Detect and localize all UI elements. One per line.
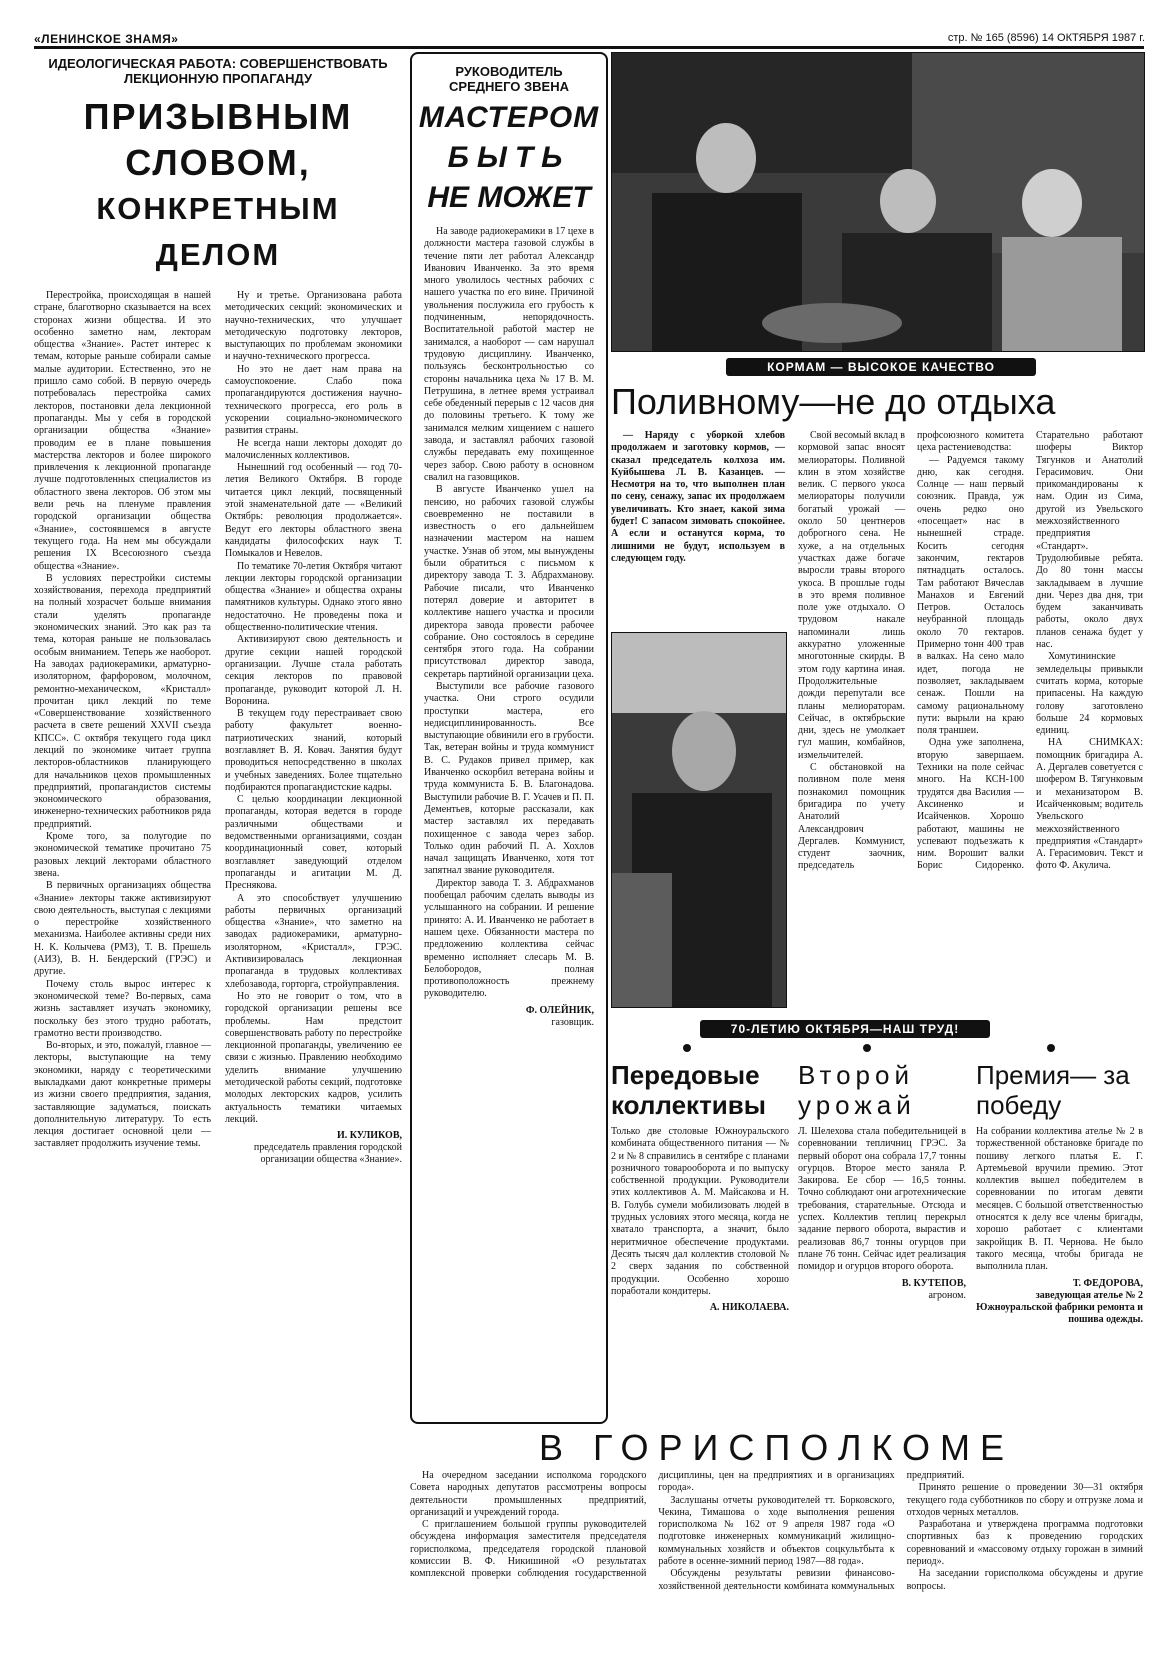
foreman-signature-name: Ф. ОЛЕЙНИК, [525,1004,594,1016]
newspaper-name: «ЛЕНИНСКОЕ ЗНАМЯ» [34,32,179,46]
lecture-signature [225,1130,402,1166]
lecture-paragraph: Почему столь вырос интерес к экономической теме? Во-первых, сама жизнь заставляет изучать экономику, поскольку без этого трудно работать, грамотно вести производство. [34,978,211,1039]
news-item-signature-name: В. КУТЕПОВ, [901,1277,966,1289]
forage-paragraph: — Радуемся такому дню, как сегодня. Солнце — наш первый союзник. Правда, уж очень редко оно «посещает» нас в нынешней страде. Косить сегодня закончим, гектаров пятнадцать осталось. Там работают Вячеслав Манахов и Евгений Петров. Осталось неубранной площадь около 70 гектаров. Примерно тонн 400 трав в валках. На сено мало идет, погода не позволяет, закладываем сенаж. Пошли на самому рациональному пути: вырыли на краю поля траншеи. [917,454,1024,737]
foreman-signature [424,1005,594,1029]
lecture-signature-role: председатель правления городской организации общества «Знание». [253,1142,402,1166]
anniversary-banner: 70-ЛЕТИЮ ОКТЯБРЯ—НАШ ТРУД! [700,1020,990,1038]
lecture-article [34,54,402,1654]
lecture-paragraph: Кроме того, за полугодие по экономической тематике прочитано 75 разовых лекций лекторами областного звена. [34,831,211,879]
bullet-dot [683,1044,691,1052]
forage-intro [611,430,785,632]
forage-headline: Поливному—не до отдыха [611,381,1056,422]
lecture-paragraph: Но это не дает нам права на самоуспокоение. Слабо пока пропагандируются достижения научно-технического прогресса, его роль в ускорении социально-экономического развития страны. [225,363,402,437]
forage-banner: КОРМАМ — ВЫСОКОЕ КАЧЕСТВО [726,358,1036,376]
lecture-paragraph: Не всегда наши лекторы доходят до малочисленных коллективов. [225,437,402,461]
header-rule [34,46,1144,49]
news-item-signature-role: агроном. [928,1289,966,1301]
gorispolkom-paragraph: Заслушаны отчеты руководителей тт. Борковского, Чекина, Тимашова о ходе выполнения решения горисполкома № 162 от 9 апреля 1987 года «О подготовке инженерных коммуникаций жилищно-коммунальных хозяйств и объектов соцкультбыта к работе в осенне-зимний период 1987—88 года». [658,1494,895,1568]
lecture-paragraph: Но это не говорит о том, что в городской организации решены все проблемы. Нам предстоит совершенствовать работу по перестройке лекционной пропаганды, увеличению ее связи с жизнью. Правлению необходимо уделить внимание улучшению методической работы секций, подготовке молодых лекторских кадров, усилить актуальность тематики читаемых лекций. [225,990,402,1125]
photo-driver [611,632,787,1008]
news-item-signature [798,1278,966,1302]
forage-paragraph: Хомутининские земледельцы привыкли считать корма, которые припасены. На каждую голову заготовлено больше 24 кормовых единиц. [1036,651,1143,737]
lecture-kicker: ИДЕОЛОГИЧЕСКАЯ РАБОТА: СОВЕРШЕНСТВОВАТЬ ЛЕКЦИОННУЮ ПРОПАГАНДУ [48,56,388,86]
foreman-headline-line2: БЫТЬ [447,141,571,174]
lecture-paragraph: С целью координации лекционной пропаганды, которая ведется в городе различными обществами и ведомственными организациями, создан координационный совет, который возглавляет заведующий отделом пропаганды и агитации М. Д. Преснякова. [225,794,402,892]
foreman-kicker: РУКОВОДИТЕЛЬ СРЕДНЕГО ЗВЕНА [449,64,569,94]
issue-line: стр. № 165 (8596) 14 ОКТЯБРЯ 1987 г. [947,32,1145,44]
forage-paragraph: Свой весомый вклад в кормовой запас вносят мелиораторы. Поливной клин в этом хозяйстве велик. С первого укоса мелиораторы получили богатый урожай — около 50 центнеров доброгного сена. Не хуже, а на отдельных участках даже богаче выросли травы второго укоса. В прошлые годы в это время поливное поле уже отдыхало. О трудовом накале напоминали лишь аккуратно уложенные многотонные скирды. В этом году картина иная. Продолжительные дожди перепутали все планы мелиораторам. Сейчас, в октябрьские дни, здесь не умолкает гул машин, комбайнов, измельчителей. [798,430,905,761]
lecture-body [34,290,402,1632]
gorispolkom-headline: В ГОРИСПОЛКОМЕ [538,1428,1015,1468]
lecture-signature-name: И. КУЛИКОВ, [336,1130,402,1142]
news-item-title: Передовые коллективы [611,1060,766,1120]
gorispolkom-paragraph: На заседании горисполкома обсуждены и другие вопросы. [906,1568,1143,1592]
news-item-harvest [798,1060,966,1415]
lecture-paragraph: В первичных организациях общества «Знание» лекторы также активизируют свою деятельность, выступая с лекциями о перестройке хозяйственного механизма. Наиболее активны среди них Н. К. Колычева (РМЗ), Т. В. Прешель (АИЗ), В. Н. Бендерский (ГРЭС) и другие. [34,880,211,978]
photo-three-men [611,52,1145,352]
forage-paragraph: С обстановкой на поливном поле меня познакомил помощник бригадира по учету Анатолий Александрович Дергалев. Коммунист, студент заочник, председатель профсоюзного комитета цеха растениеводства: [798,430,1024,872]
forage-caption: НА СНИМКАХ: помощник бригадира А. А. Дергалев советуется с шофером В. Тягунковым и механизатором В. Исайченковым; водитель Увельского межхозяйственного предприятия «Стандарт» А. Герасимович. Текст и фото Ф. Акулича. [1036,737,1143,872]
lecture-paragraph: Перестройка, происходящая в нашей стране, благотворно сказывается на всех сторонах жизни общества. И это особенно заметно нам, лекторам общества «Знание». Растет интерес к темам, которые раньше собирали самые малые аудитории. Естественно, это не пришло само собой. В первую очередь потребовалась перестройка самих лекторов, постановки дела лекционной пропаганды. Мы у себя в городской организации общества «Знание» проводим ее в плане повышения мастерства лекторов и более широкого привлечения к лекционной пропаганде лучше подготовленных специалистов из областного звена лекторов. Об этом мы вели речь на пленуме правления городской организации общества «Знание», состоявшемся в августе текущего года. На нем мы обсуждали решения IX Всесоюзного съезда общества «Знание». [34,290,211,572]
news-item-collectives [611,1060,789,1415]
lecture-paragraph: Активизируют свою деятельность и другие секции нашей городской организации. Лучше стала работать секция лекторов по правовой пропаганде, руководит которой Л. Н. Воронина. [225,634,402,707]
forage-paragraph: — Наряду с уборкой хлебов продолжаем и заготовку кормов, — сказал председатель колхоза им. Куйбышева Л. В. Казанцев. — Несмотря на то, что выполнен план по сену, сенажу, запас их продолжаем увеличивать. Кто знает, какой зима будет! С запасом зимовать спокойнее. А если и останутся корма, то лишними не будут, используем в следующем году. [611,430,785,564]
lecture-headline-line2: СЛОВОМ, [125,142,311,183]
lecture-paragraph: А это способствует улучшению работы первичных организаций общества «Знание», что заметно на заводах радиокерамики, арматурно-изоляторном, «Кристалл», ГРЭС. Активизировалась лекционная пропаганда в трудовых коллективах хлебозавода, горторга, стройуправления. [225,892,402,990]
lecture-paragraph: В текущем году перестраивает свою работу факультет военно-патриотических знаний, который возглавляет В. Я. Ковач. Занятия будут проводиться непосредственно в школах и учебных заведениях. Более тщательно подбираются пропагандистские кадры. [225,708,402,793]
news-item-signature: А. НИКОЛАЕВА. [709,1302,789,1314]
foreman-signature-role: газовщик. [551,1016,594,1028]
lecture-headline-line1: ПРИЗЫВНЫМ [83,96,353,137]
foreman-body [424,226,594,1386]
foreman-paragraph: Выступили все рабочие газового участка. Они строго осудили проступки мастера, его недисциплинированность. Все выступающие обвинили его в грубости. Так, ветеран войны и труда коммунист В. С. Рудаков привел пример, как Иванченко оскорбил ветерана войны и труда коммуниста Б. В. Благонадова. Выступили рабочие В. Г. Усачев и П. П. Дементьев, которые рассказали, как мастер заставлял их передавать похищенное с завода через забор. Только один рабочий П. А. Хохлов начал защищать Иванченко, хотя тот запятнал звание руководителя. [424,680,594,877]
gorispolkom-body [410,1470,1143,1652]
news-item-signature-name: Т. ФЕДОРОВА, [1072,1277,1143,1289]
lecture-paragraph: В условиях перестройки системы хозяйствования, перехода предприятий на полный хозрасчет больше внимания стали уделять пропаганде экономических знаний. Это как раз та тема, которая раньше не пользовалась особым вниманием. Теперь же наоборот. На заводах радиокерамики, арматурно-изоляторном, фарфоровом, молочном, ремонтно-механическом, «Кристалл» прочитан цикл лекций по теме «Совершенствование хозяйственного расчета в свете решений XXVII съезда КПСС». С октября текущего года цикл лекций по экономике читает группа лекторов-областников планирующего для начальников цехов промышленных предприятий, пропагандистов системы экономического образования, инженерно-технических работников ряда предприятий. [34,572,211,830]
news-item-text: Только две столовые Южноуральского комбината общественного питания — № 2 и № 8 справились в сентябре с планами розничного товарооборота и по выпуску собственной продукции. Руководители этих коллективов А. М. Майсакова и Н. В. Голубь сумели мобилизовать людей в трудных условиях этого месяца, когда не хватало транспорта, а значит, было неритмичное обеспечение продуктами. Десять тысяч дал коллектив столовой № 2 сверх задания по собственной продукции. Особенно хорошо поработали кондитеры. [611,1126,789,1297]
gorispolkom-paragraph: Принято решение о проведении 30—31 октября текущего года субботников по сбору и отгрузке лома и отходов черных металлов. [906,1482,1143,1518]
news-item-title: Второй урожай [798,1060,916,1120]
news-item-prize [976,1060,1143,1415]
lecture-headline-line3: КОНКРЕТНЫМ ДЕЛОМ [96,191,340,272]
foreman-headline-line1: МАСТЕРОМ [418,101,600,134]
gorispolkom-paragraph: Разработана и утверждена программа подготовки спортивных баз к проведению городских соревнований и «массовому отдыху горожан в зимний период». [906,1519,1143,1568]
lecture-paragraph: Во-вторых, и это, пожалуй, главное — лекторы, выступающие на тему экономики, наряду с теоретическими выкладками дают конкретные примеры из жизни своего предприятия, задания, заставляющие задуматься, поискать дополнительную литературу. То есть лекция достигает основной цели — заставляет продолжить изучение темы. [34,1040,211,1150]
news-item-text: На собрании коллектива ателье № 2 в торжественной обстановке бригаде по пошиву легкого платья Е. Г. Артемьевой вручили премию. Этот коллектив вышел победителем в соревновании по итогам девяти месяцев. С большой ответственностью относятся к делу все члены бригады, хорошо работает с клиентами закройщик В. П. Чернова. Не было такого месяца, чтобы бригада не выполнила план. [976,1126,1143,1273]
gorispolkom-paragraph: На очередном заседании исполкома городского Совета народных депутатов рассмотрены вопросы деятельности промышленных предприятий, организаций и учреждений города. [410,1470,647,1518]
forage-paragraph: Одна уже заполнена, вторую завершаем. Техники на поле сейчас много. На КСН-100 трудятся два Василия — Аксиненко и Исайченков. Хорошо работают, машины не успевают подъезжать к ним. Ворошит валки Борис Сидоренко. Старательно работают шоферы Виктор Тягунков и Анатолий Герасимович. Они прикомандированы к нам. Один из Сима, другой из Увельского межхозяйственного предприятия «Стандарт». Трудолюбивые ребята. До 80 тонн массы закладываем в лучшие дни. Через два дня, три будем заканчивать работы, около двух планов сенажа будет у нас. [917,430,1143,872]
foreman-paragraph: На заводе радиокерамики в 17 цехе в должности мастера газовой службы в течение пяти лет работал Александр Иванович Иванченко. За это время много уволилось честных рабочих с нашего участка по его вине. Причиной увольнения послужила его грубость к подчиненным, непорядочность. Воспитательной работой мастер не занимался, а наоборот — сам нарушал трудовую дисциплину. Иванченко, пользуясь бесконтрольностью со стороны начальника цеха № 17 В. М. Петрушина, в летнее время устраивал себе обеденный перерыв с 12 часов дня до половины третьего. К тому же занимался мелким хищением с нашего завода, и заставлял рабочих газовой службы передавать ему похищенное через забор. Свою работу в основном свалил на газовщиков. [424,226,594,483]
bullet-dot [863,1044,871,1052]
news-item-signature-role: заведующая ателье № 2 Южноуральской фабрики ремонта и пошива одежды. [976,1289,1143,1325]
foreman-article [410,52,608,1424]
lecture-paragraph: Нынешний год особенный — год 70-летия Великого Октября. В городе читается цикл лекций, посвященный этой знаменательной дате — «Великий Октябрь: революция продолжается». Ведут его лекторы областного звена кандидаты философских наук Т. Помыкалов и Невелов. [225,462,402,560]
gorispolkom-paragraph: Обсуждены результаты ревизии финансово-хозяйственной деятельности комбината коммунальных предприятий. [658,1470,965,1592]
foreman-paragraph: Директор завода Т. З. Абдрахманов пообещал рабочим сделать выводы из услышанного на собрании. И решение принято: А. И. Иванченко не работает в нашем цехе. Обязанности мастера по предложению коллектива сейчас временно исполняет слесарь М. В. Белобородов, полная противоположность прежнему руководителю. [424,877,594,1000]
gorispolkom-paragraph: С приглашением большой группы руководителей обсуждена информация заместителя председателя горисполкома, председателя городской плановой комиссии В. Ф. Никишиной «О результатах комплексной проверки соблюдения государственной дисциплины, цен на предприятиях и в организациях города». [410,1470,895,1580]
news-item-title: Премия— за победу [976,1060,1130,1120]
forage-body [798,430,1143,1006]
lecture-paragraph: Ну и третье. Организована работа методических секций: экономических и научно-технических, что улучшает методическую подготовку лекторов, выступающих по проблемам экономики и научно-технического прогресса. [225,290,402,363]
foreman-headline-line3: НЕ МОЖЕТ [427,181,591,214]
news-item-text: Л. Шелехова стала победительницей в соревновании тепличниц ГРЭС. За первый оборот она собрала 17,7 тонны огурцов. Второе место заняла Р. Закирова. Ее сбор — 16,5 тонны. Точно соблюдают они агротехнические требования, старательные. Отсюда и успех. Коллектив теплиц перекрыл задание первого оборота, вырастив и реализовав 86,7 тонны огурцов при плане 76 тонн. Сейчас идет реализация помидор и огурцов второго оборота. [798,1126,966,1273]
lecture-paragraph: По тематике 70-летия Октября читают лекции лекторы городской организации общества «Знание» и общества охраны памятников культуры. Однако этого явно недостаточно. Не проведены пока и общественно-политические чтения. [225,560,402,634]
foreman-paragraph: В августе Иванченко ушел на пенсию, но рабочих газовой службы своевременно не поставили в известность о его дальнейшем назначении мастером на нашем участке. Узнав об этом, мы вынуждены были обратиться с письмом к директору завода Т. З. Абдрахманову. Рабочие писали, что Иванченко потерял доверие и авторитет в коллективе нашего участка и просили директора завода провести рабочее собрание. Оно состоялось в середине сентября этого года. На собрании присутствовал директор завода, секретарь партийной организации цеха. [424,484,594,680]
bullet-dot [1047,1044,1055,1052]
news-item-signature [976,1278,1143,1326]
